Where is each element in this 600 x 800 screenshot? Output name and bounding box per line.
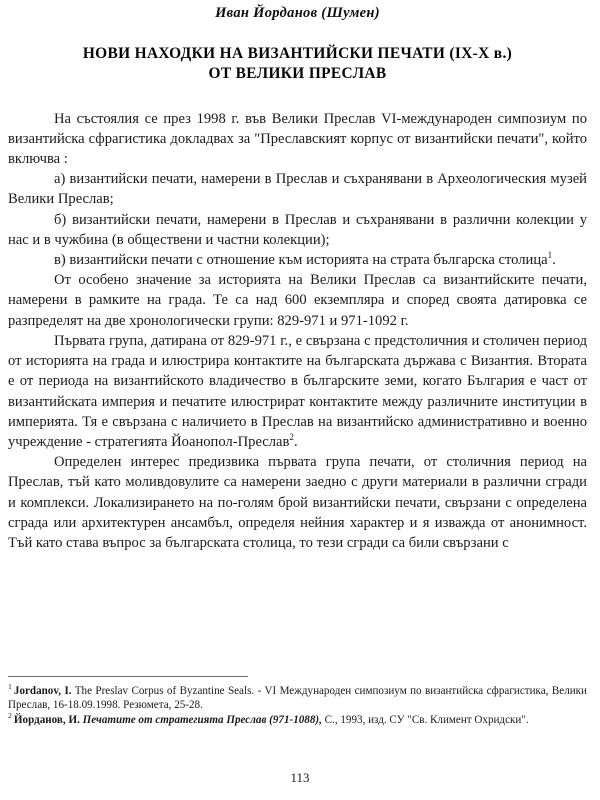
footnotes-section	[8, 676, 587, 727]
paragraph-text-tail: .	[552, 252, 556, 269]
paragraph: На състоялия се през 1998 г. във Велики Преслав VI-международен симпозиум по византийска сфрагистика докладвах за "Преславският корпус от византийски печати", който включва :	[8, 110, 587, 168]
paragraph-text-tail: .	[293, 433, 298, 450]
paragraph: От особено значение за историята на Велики Преслав са византийските печати, намерени в рамките на града. Те са над 600 екземпляра и според своята датировка се разпределят на две хронологически групи: 829-971 и 971-1092 г.	[8, 272, 587, 329]
paragraph-text: в) византийски печати с отношение към историята на страта българска столица	[54, 252, 548, 269]
body-text	[8, 109, 587, 553]
footnote-title: Печатите от стратегията Преслав (971-1088),	[82, 713, 322, 726]
paragraph	[8, 250, 587, 270]
paragraph: б) византийски печати, намерени в Преслав и съхранявани в различни колекции у нас и в чужбина (в обществени и частни колекции);	[8, 211, 587, 248]
page-content	[8, 0, 587, 553]
footnote-rest: - VI Международен симпозиум по византийска сфрагистика, Велики Преслав, 16-18.09.1998. Резюмета, 25-28.	[8, 685, 587, 712]
paragraph	[8, 331, 587, 452]
paragraph-text: Първата група, датирана от 829-971 г., е свързана с предстоличния и столичен период от историята на града и илюстрира контактите на българската държава с Византия. Втората е от периода на византийското владичество в българските земи, когато България е част от византийската империя и печатите илюстрират контактите между различните институции в империята. Тя е свързана с наличието в Преслав на византийско административно и военно учреждение - стратегията Йоанопол-Преслав	[8, 332, 587, 450]
paragraph: а) византийски печати, намерени в Преслав и съхранявани в Археологическия музей Велики Преслав;	[8, 171, 587, 208]
footnote-marker: 2	[8, 711, 12, 721]
footnote-separator-rule	[8, 676, 248, 677]
author-byline: Иван Йорданов (Шумен)	[215, 5, 380, 21]
footnote-item	[8, 684, 587, 713]
footnote-item	[8, 713, 587, 727]
footnote-author: Йорданов, И.	[13, 713, 80, 726]
footnote-marker: 1	[8, 682, 12, 692]
footnote-reference-1[interactable]: 1	[547, 250, 553, 261]
article-title-line-1: НОВИ НАХОДКИ НА ВИЗАНТИЙСКИ ПЕЧАТИ (IX-X в.)	[82, 45, 513, 62]
footnote-rest: С., 1993, изд. СУ "Св. Климент Охридски".	[324, 713, 529, 726]
footnote-title: The Preslav Corpus of Byzantine Seals.	[74, 685, 255, 697]
article-title	[8, 44, 587, 85]
footnote-author: Jordanov, I.	[13, 685, 72, 697]
page-number: 113	[290, 770, 310, 785]
article-title-line-2: ОТ ВЕЛИКИ ПРЕСЛАВ	[208, 65, 387, 83]
footnote-reference-2[interactable]: 2	[289, 432, 294, 443]
paragraph: Определен интерес предизвика първата група печати, от столичния период на Преслав, тъй като моливдовулите са намерени заедно с други материали в различни сгради и комплекси. Локализирането на по-голям брой византийски печати, свързани с определена сграда или архитектурен ансамбъл, определя нейния характер и я изважда от анонимност. Тъй като става въпрос за българската столица, то тези сгради са били свързани с	[8, 454, 587, 551]
